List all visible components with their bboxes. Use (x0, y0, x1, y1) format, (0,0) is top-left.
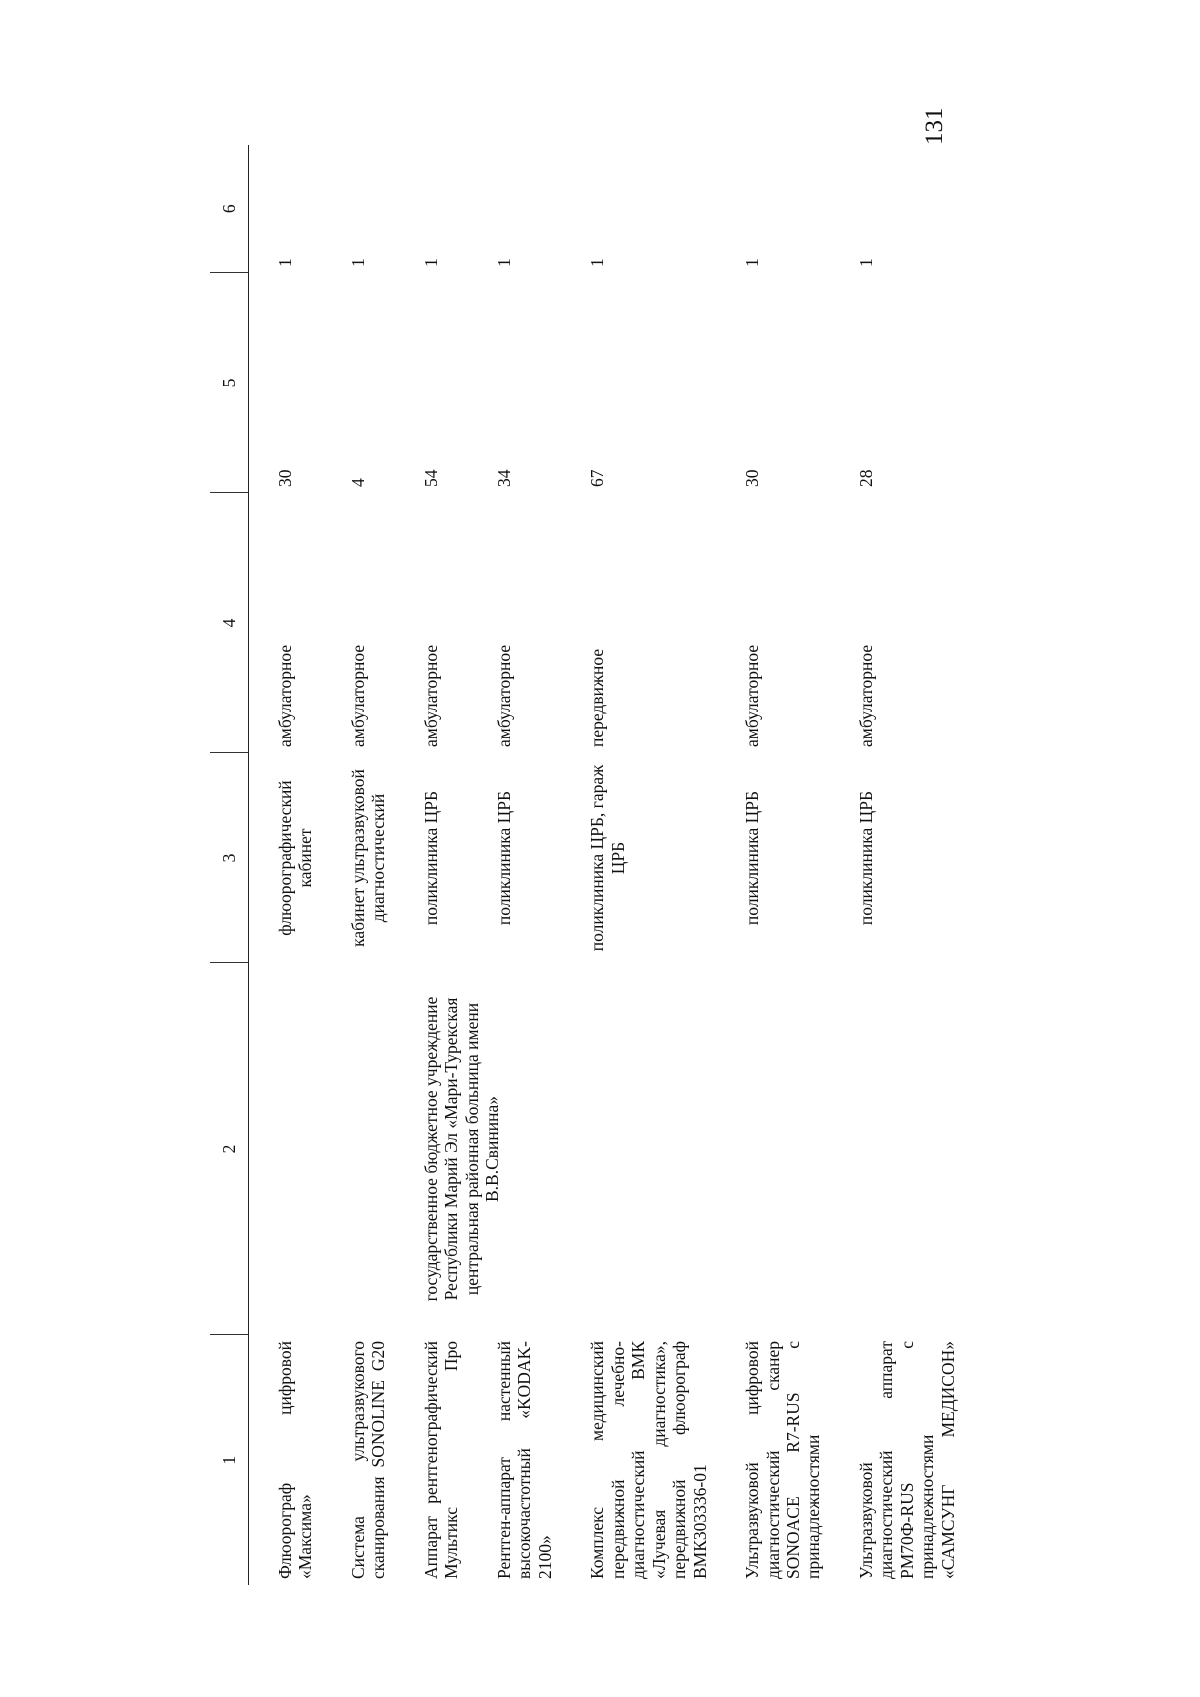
location: поликлиника ЦРБ (420, 790, 441, 926)
equipment-name: Рентген-аппарат настенный высокочастотный «KODAK-2100» (493, 1341, 555, 1579)
equipment-name: Аппарат рентгенографический Мультикс Про (420, 1341, 462, 1579)
column-6-value: 1 (855, 258, 876, 267)
rotated-page (210, 107, 1200, 1585)
table-row (348, 145, 421, 1585)
column-5-value: 28 (855, 469, 876, 487)
table-row (494, 145, 587, 1585)
usage-type: амбулаторное (275, 644, 295, 747)
usage-type: амбулаторное (420, 644, 441, 747)
column-6-value: 1 (742, 258, 763, 267)
usage-type: амбулаторное (347, 644, 368, 747)
organization-name (348, 963, 421, 1335)
column-5-value: 30 (742, 469, 763, 487)
table-row (856, 145, 990, 1585)
usage-type: амбулаторное (493, 644, 514, 747)
column-5-value: 67 (587, 469, 608, 487)
column-header-5: 5 (210, 273, 249, 493)
organization-name: государственное бюджетное учреждение Республики Марий Эл «Мари-Турекская центральная районная больница имени В.В.Свинина» (420, 996, 503, 1302)
equipment-name: Система ультразвукового сканирования SONOLINE G20 (347, 1341, 389, 1579)
location: поликлиника ЦРБ (742, 790, 763, 926)
column-header-2: 2 (210, 963, 249, 1335)
column-6-value: 1 (420, 258, 441, 267)
column-6-value: 1 (493, 258, 514, 267)
column-header-4: 4 (210, 493, 249, 753)
location: кабинет ультразвуковой диагностический (347, 769, 389, 947)
column-5-value: 4 (347, 478, 368, 487)
table-row (587, 145, 742, 1585)
column-6-value: 1 (587, 258, 608, 267)
location: поликлиника ЦРБ (493, 790, 514, 926)
equipment-name: Флюорограф цифровой «Максима» (275, 1341, 316, 1579)
organization-name (249, 963, 348, 1335)
column-header-6: 6 (210, 145, 249, 273)
column-6-value: 1 (275, 258, 295, 267)
location: флюорографический кабинет (275, 780, 316, 936)
column-5-value: 34 (493, 469, 514, 487)
page-number: 131 (921, 107, 948, 145)
equipment-name: Ультразвуковой диагностический аппарат PM70Ф-RUS с принадлежностями «САМСУНГ МЕДИСОН» (855, 1341, 958, 1579)
column-6-value: 1 (347, 258, 368, 267)
location: поликлиника ЦРБ (855, 790, 876, 926)
table-row (249, 145, 348, 1585)
usage-type: амбулаторное (855, 644, 876, 747)
equipment-name: Комплекс медицинский передвижной лечебно-диагностический ВМК «Лучевая диагностика», передвижной флюорограф ВМК303336-01 (587, 1341, 710, 1579)
table-row (421, 145, 494, 1585)
table-row (742, 145, 856, 1585)
column-header-1: 1 (210, 1335, 249, 1585)
usage-type: амбулаторное (742, 644, 763, 747)
table-header-row (210, 145, 249, 1585)
equipment-name: Ультразвуковой цифровой диагностический сканер SONOACE R7-RUS с принадлежностями (742, 1341, 824, 1579)
equipment-table (210, 145, 990, 1585)
usage-type: передвижное (587, 648, 608, 747)
location: поликлиника ЦРБ, гараж ЦРБ (587, 764, 628, 952)
column-5-value: 54 (420, 469, 441, 487)
column-header-3: 3 (210, 753, 249, 963)
column-5-value: 30 (275, 469, 295, 487)
